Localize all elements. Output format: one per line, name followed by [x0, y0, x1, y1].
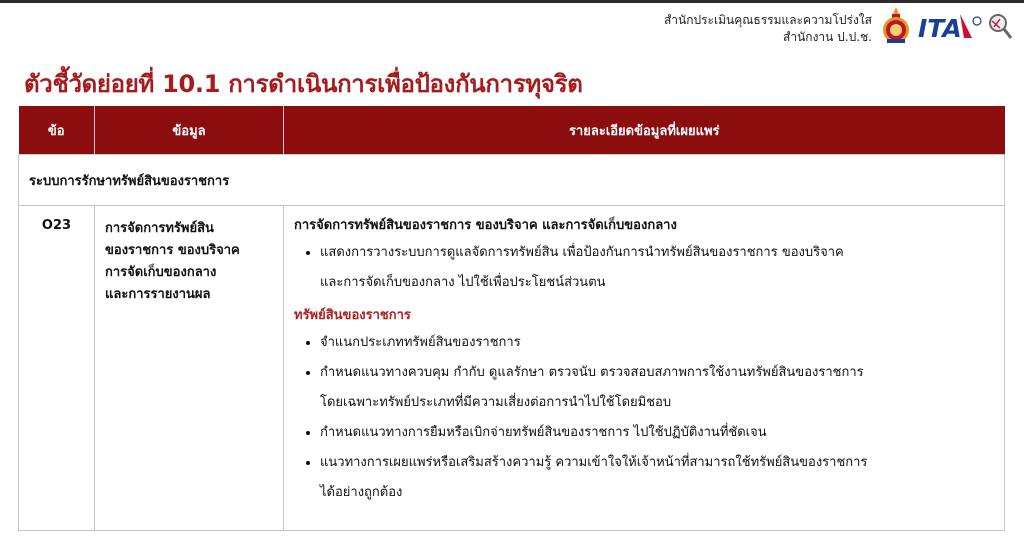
item-details — [284, 206, 1005, 531]
header-information: ข้อมูล — [95, 106, 284, 155]
header-published-details: รายละเอียดข้อมูลที่เผยแพร่ — [284, 106, 1005, 155]
table-row — [19, 206, 1005, 531]
page-title: ตัวชี้วัดย่อยที่ 10.1 การดำเนินการเพื่อป้องกันการทุจริต — [24, 70, 583, 98]
list-item — [320, 418, 992, 448]
top-border-line — [0, 0, 1024, 3]
detail-heading-government-assets: ทรัพย์สินของราชการ — [294, 308, 411, 323]
item-info-line-1: การจัดการทรัพย์สิน — [105, 221, 214, 236]
ita-logo-text: ITA — [918, 14, 962, 43]
list-item — [320, 238, 992, 298]
bullet-list-1 — [294, 238, 992, 298]
list-item-line: • กำหนดแนวทางการยืมหรือเบิกจ่ายทรัพย์สินของราชการ ไปใช้ปฏิบัติงานที่ชัดเจน — [320, 425, 767, 440]
detail-heading-assets-donations: การจัดการทรัพย์สินของราชการ ของบริจาค และการจัดเก็บของกลาง — [294, 218, 677, 233]
section-row — [19, 155, 1005, 206]
disclosure-table — [18, 106, 1005, 531]
org-line-1: สำนักประเมินคุณธรรมและความโปร่งใส — [663, 13, 872, 27]
list-item-line: โดยเฉพาะทรัพย์ประเภทที่มีความเสี่ยงต่อการนำไปใช้โดยมิชอบ — [320, 395, 672, 410]
org-line-2: สำนักงาน ป.ป.ช. — [783, 30, 872, 44]
item-info-line-2: ของราชการ ของบริจาค — [105, 243, 240, 258]
bullet-list-2 — [294, 328, 992, 508]
list-item-line: • กำหนดแนวทางควบคุม กำกับ ดูแลรักษา ตรวจนับ ตรวจสอบสภาพการใช้งานทรัพย์สินของราชการ — [320, 365, 864, 380]
item-info-line-4: และการรายงานผล — [105, 287, 211, 302]
table-header-row — [19, 106, 1005, 155]
list-item-line: • จำแนกประเภททรัพย์สินของราชการ — [320, 335, 521, 350]
item-information — [95, 206, 284, 531]
section-title: ระบบการรักษาทรัพย์สินของราชการ — [19, 155, 1005, 206]
header-item-number: ข้อ — [19, 106, 95, 155]
organization-name — [664, 12, 872, 46]
list-item-line: • แสดงการวางระบบการดูแลจัดการทรัพย์สิน เพื่อป้องกันการนำทรัพย์สินของราชการ ของบริจาค — [320, 245, 844, 260]
item-info-line-3: การจัดเก็บของกลาง — [105, 265, 217, 280]
list-item-line: • แนวทางการเผยแพร่หรือเสริมสร้างความรู้ ความเข้าใจให้เจ้าหน้าที่สามารถใช้ทรัพย์สินของราชการ — [320, 455, 868, 470]
item-code: O23 — [19, 206, 95, 531]
list-item-line: และการจัดเก็บของกลาง ไปใช้เพื่อประโยชน์ส่วนตน — [320, 275, 606, 290]
list-item-line: ได้อย่างถูกต้อง — [320, 485, 403, 500]
nacc-seal-logo — [881, 6, 911, 44]
list-item — [320, 328, 992, 358]
ita-logo — [916, 8, 1016, 44]
list-item — [320, 358, 992, 418]
list-item — [320, 448, 992, 508]
